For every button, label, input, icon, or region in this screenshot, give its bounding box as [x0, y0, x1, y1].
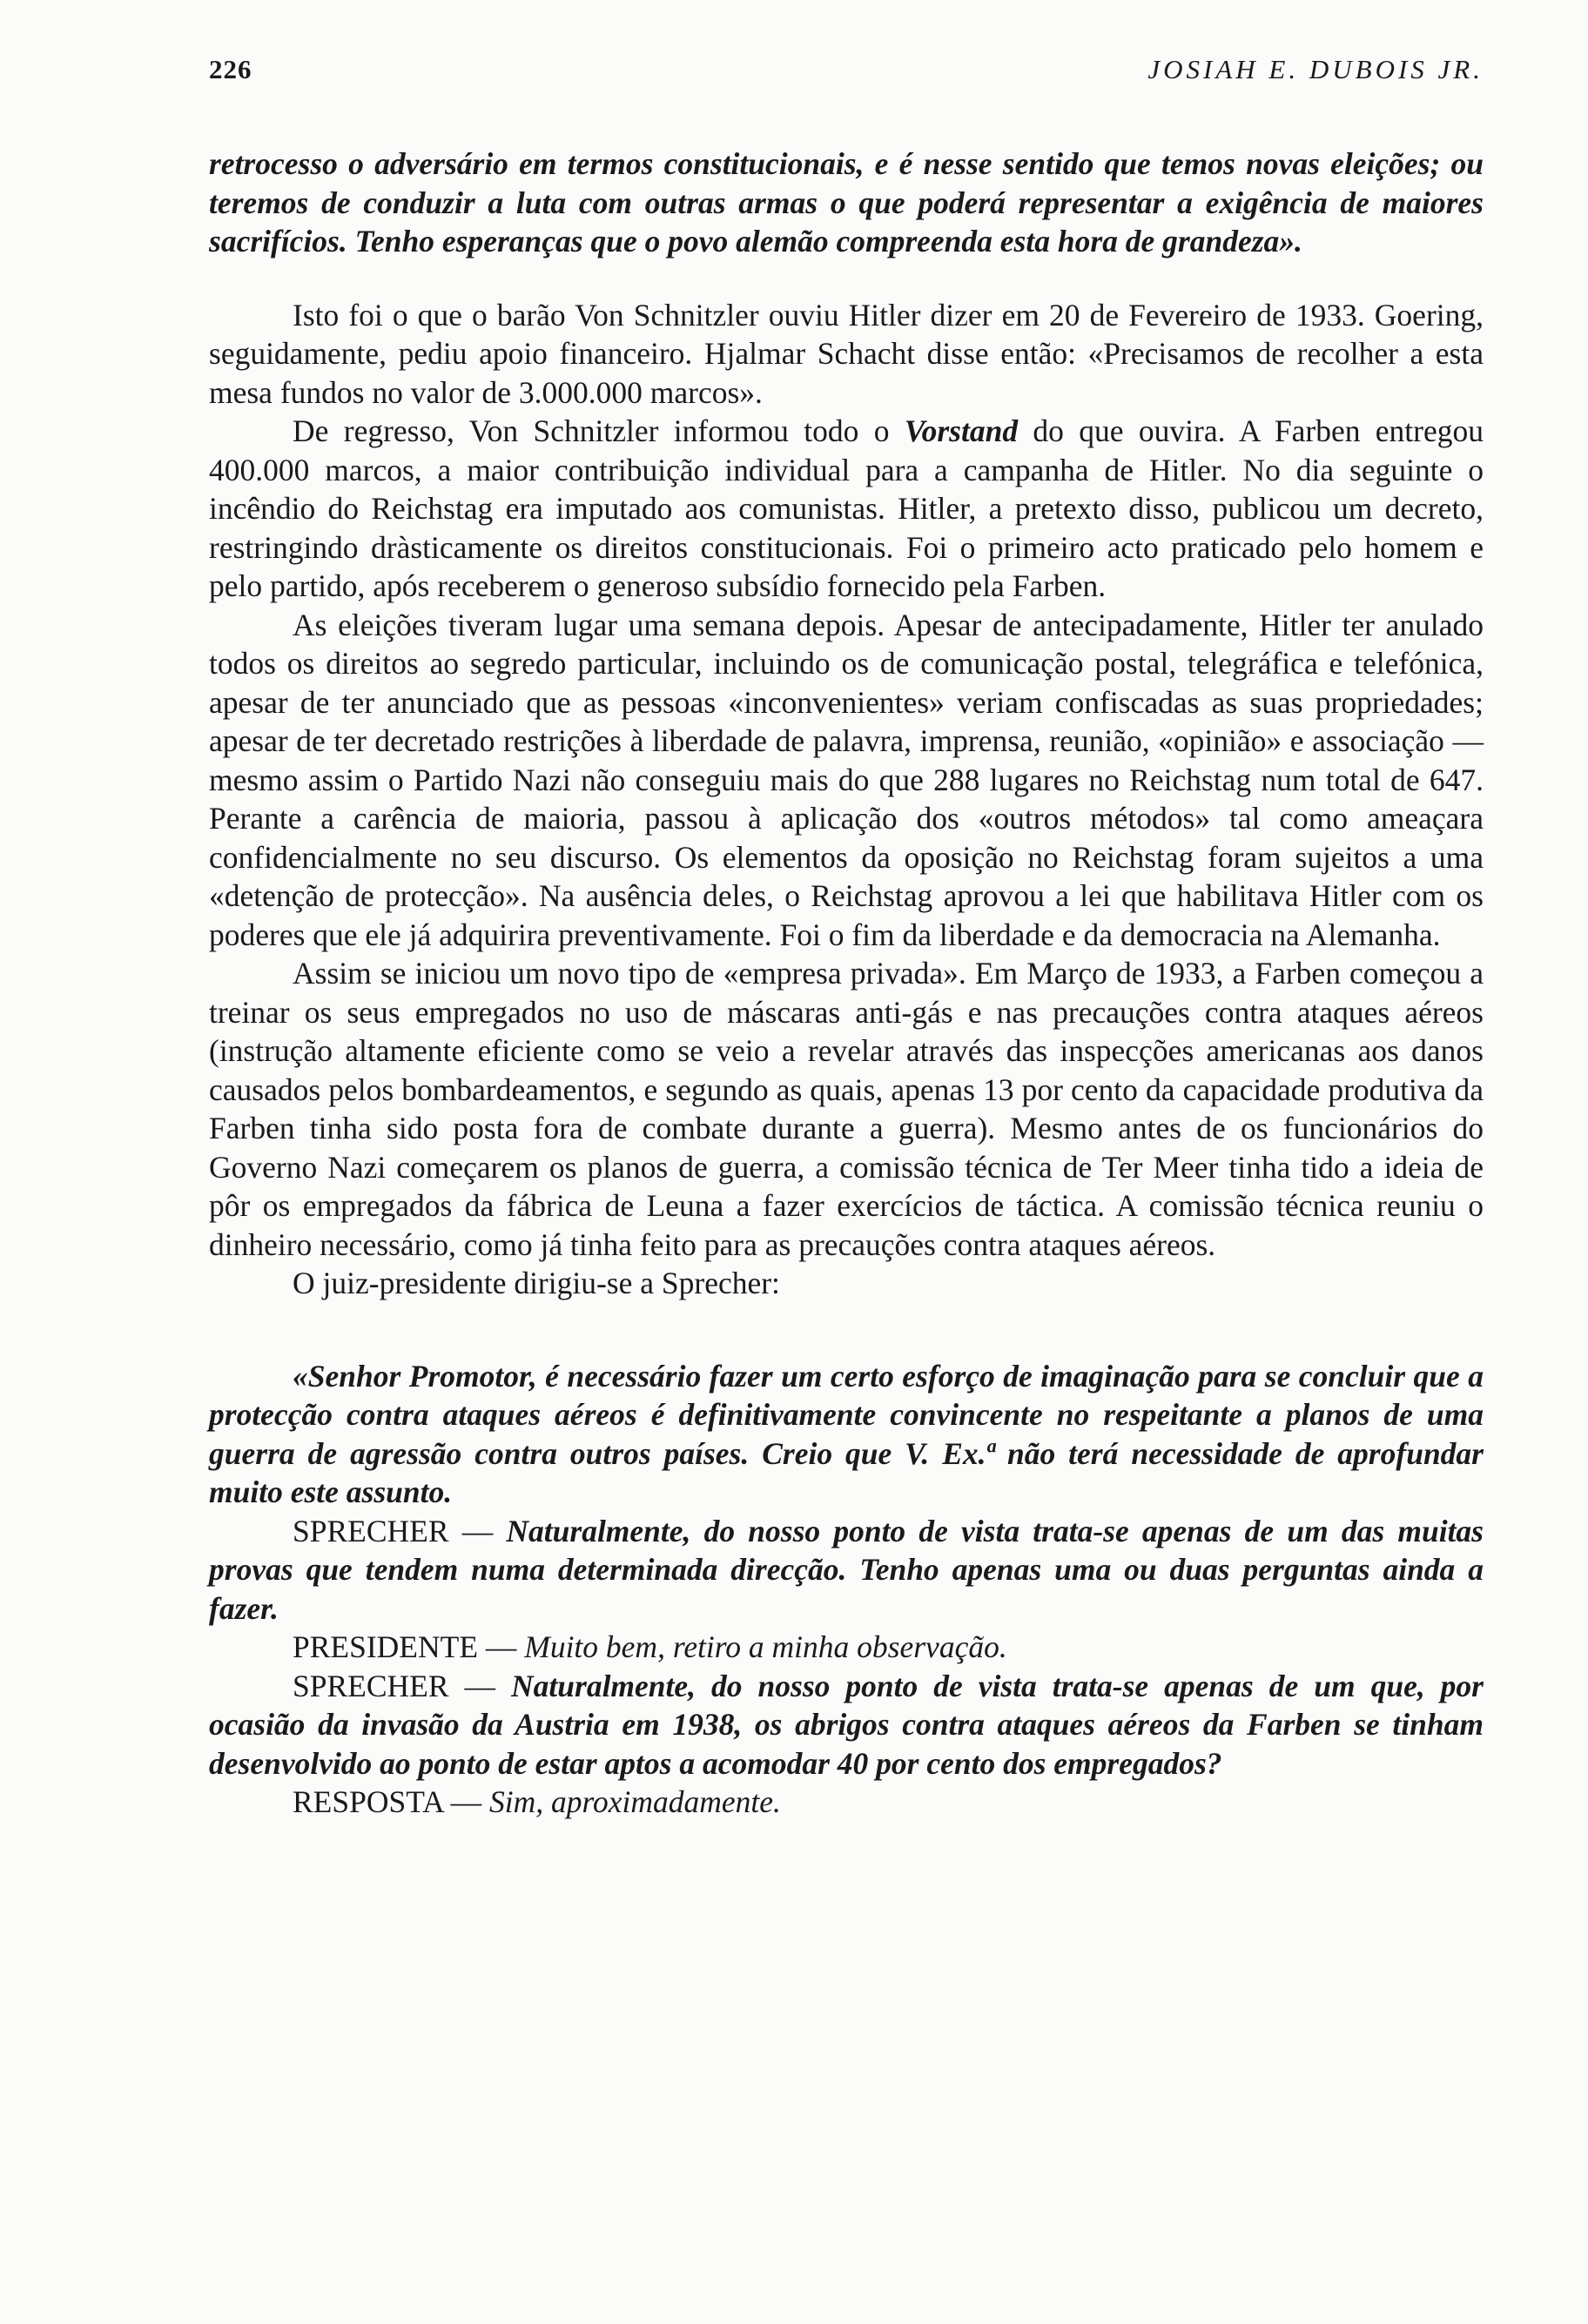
- speaker-label: SPRECHER —: [293, 1513, 507, 1548]
- paragraph-text: De regresso, Von Schnitzler informou todo o: [293, 413, 905, 448]
- transcript-line: [209, 1512, 1484, 1629]
- transcript-text: Naturalmente, do nosso ponto de vista trata-se apenas de um das muitas provas que tendem numa determinada direcção. Tenho apenas uma ou duas perguntas ainda a fazer.: [209, 1513, 1484, 1626]
- transcript-text: Naturalmente, do nosso ponto de vista trata-se apenas de um que, por ocasião da invasão da Austria em 1938, os abrigos contra ataques aéreos da Farben se tinham desenvolvido ao ponto de estar aptos a acomodar 40 por cento dos empregados?: [209, 1668, 1484, 1781]
- speaker-label: SPRECHER —: [293, 1668, 512, 1703]
- body-paragraph: [209, 412, 1484, 606]
- quote-continuation-paragraph: retrocesso o adversário em termos constitucionais, e é nesse sentido que temos novas eleições; ou teremos de conduzir a luta com outras armas o que poderá representar a exigência de maiores sacrifícios. Tenho esperanças que o povo alemão compreenda esta hora de grandeza».: [209, 146, 1484, 259]
- transcript-line: [209, 1628, 1484, 1667]
- transcript-line: [209, 1357, 1484, 1512]
- paragraph-text: do que ouvira. A Farben entregou 400.000 marcos, a maior contribuição individual para a campanha de Hitler. No dia seguinte o incêndio do Reichstag era imputado aos comunistas. Hitler, a pretexto disso, publicou um decreto, restringindo dràsticamente os direitos constitucionais. Foi o primeiro acto praticado pelo homem e pelo partido, após receberem o generoso subsídio fornecido pela Farben.: [209, 413, 1484, 603]
- speaker-label: RESPOSTA —: [293, 1784, 490, 1819]
- body-paragraph: As eleições tiveram lugar uma semana depois. Apesar de antecipadamente, Hitler ter anulado todos os direitos ao segredo particular, incluindo os de comunicação postal, telegráfica e telefónica, apesar de ter anunciado que as pessoas «inconvenientes» veriam confiscadas as suas propriedades; apesar de ter decretado restrições à liberdade de palavra, imprensa, reunião, «opinião» e associação — mesmo assim o Partido Nazi não conseguiu mais do que 288 lugares no Reichstag num total de 647. Perante a carência de maioria, passou à aplicação dos «outros métodos» tal como ameaçara confidencialmente no seu discurso. Os elementos da oposição no Reichstag foram sujeitos a uma «detenção de protecção». Na ausência deles, o Reichstag aprovou a lei que habilitava Hitler com os poderes que ele já adquirira preventivamente. Foi o fim da liberdade e da democracia na Alemanha.: [209, 607, 1484, 952]
- speaker-label: PRESIDENTE —: [293, 1629, 525, 1664]
- body-paragraph: Assim se iniciou um novo tipo de «empresa privada». Em Março de 1933, a Farben começou a treinar os seus empregados no uso de máscaras anti-gás e nas precauções contra ataques aéreos (instrução altamente eficiente como se veio a revelar através das inspecções americanas aos danos causados pelos bombardeamentos, e segundo as quais, apenas 13 por cento da capacidade produtiva da Farben tinha sido posta fora de combate durante a guerra). Mesmo antes de os funcionários do Governo Nazi começarem os planos de guerra, a comissão técnica de Ter Meer tinha tido a ideia de pôr os empregados da fábrica de Leuna a fazer exercícios de táctica. A comissão técnica reuniu o dinheiro necessário, como já tinha feito para as precauções contra ataques aéreos.: [209, 956, 1484, 1262]
- transcript-line: [209, 1667, 1484, 1783]
- running-head: [209, 54, 1484, 97]
- page-number: 226: [209, 54, 252, 84]
- running-title: JOSIAH E. DUBOIS JR.: [1147, 54, 1484, 84]
- transcript-text: Sim, aproximadamente.: [489, 1784, 781, 1819]
- body-paragraph: Isto foi o que o barão Von Schnitzler ouviu Hitler dizer em 20 de Fevereiro de 1933. Goering, seguidamente, pediu apoio financeiro. Hjalmar Schacht disse então: «Precisamos de recolher a esta mesa fundos no valor de 3.000.000 marcos».: [209, 297, 1484, 410]
- transcript-text: Muito bem, retiro a minha observação.: [524, 1629, 1007, 1664]
- emphasized-term: Vorstand: [904, 413, 1019, 448]
- transcript-line: [209, 1783, 1484, 1822]
- body-paragraph: O juiz-presidente dirigiu-se a Sprecher:: [293, 1266, 780, 1300]
- transcript-text: «Senhor Promotor, é necessário fazer um certo esforço de imaginação para se concluir que a protecção contra ataques aéreos é definitivamente convincente no respeitante a planos de uma guerra de agressão contra outros países. Creio que V. Ex.ª não terá necessidade de aprofundar muito este assunto.: [209, 1358, 1484, 1509]
- body-text: [209, 144, 1484, 1822]
